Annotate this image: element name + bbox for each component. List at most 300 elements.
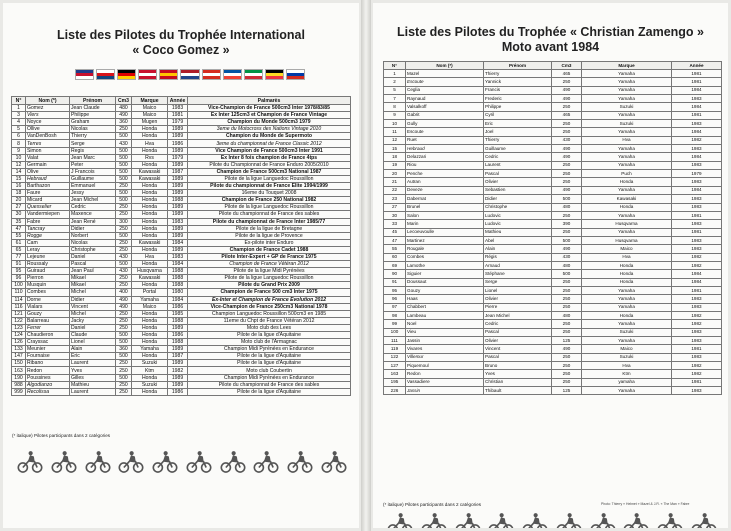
motocross-rider-icon xyxy=(387,510,413,528)
photo-credit: Photo: Thierry « Helmet » Mazel & J.R. « The Man » Fabre xyxy=(601,502,690,506)
cell-n: 8 xyxy=(12,140,26,147)
cell-palmares: Pilote de la ligue d'Aquitaine xyxy=(188,360,351,367)
cell-n: 61 xyxy=(12,239,26,246)
table-row xyxy=(12,346,351,353)
cell-annee: 1983 xyxy=(672,245,722,253)
cell-marque: Kawasaki xyxy=(582,195,672,203)
cell-palmares: Champion du Monde de Supermoto xyxy=(188,133,351,140)
cell-nom: Villemur xyxy=(406,353,484,361)
table-row xyxy=(384,278,722,286)
cell-prenom: Ludovic xyxy=(484,211,552,219)
zamengo-pilots-table xyxy=(383,61,722,395)
cell-marque: Honda xyxy=(582,278,672,286)
cell-palmares: Pilote de la ligue de Bretagne xyxy=(188,225,351,232)
cell-annee: 1983 xyxy=(672,178,722,186)
cell-marque: Yamaha xyxy=(582,145,672,153)
cell-nom: Riou xyxy=(406,161,484,169)
motocross-rider-icon xyxy=(186,448,212,474)
cell-cm3: 250 xyxy=(116,246,132,253)
table-row xyxy=(12,154,351,161)
cell-n: 988 xyxy=(12,381,26,388)
cell-nom: Lambeau xyxy=(406,311,484,319)
cell-cm3: 250 xyxy=(552,170,582,178)
table-row xyxy=(384,362,722,370)
table-row xyxy=(12,282,351,289)
cell-marque: Honda xyxy=(132,388,168,395)
cell-marque: Honda xyxy=(132,147,168,154)
cell-n: 18 xyxy=(12,190,26,197)
cell-nom: Mazel xyxy=(406,70,484,78)
cell-nom: Marin xyxy=(406,220,484,228)
cell-nom: Quesselier xyxy=(26,204,70,211)
cell-annee: 1982 xyxy=(672,261,722,269)
cell-prenom: Yves xyxy=(484,370,552,378)
cell-nom: Viers xyxy=(26,112,70,119)
table-row xyxy=(384,120,722,128)
cell-annee: 1989 xyxy=(168,232,188,239)
cell-n: 110 xyxy=(12,289,26,296)
cell-n: 116 xyxy=(12,303,26,310)
table-row xyxy=(12,317,351,324)
cell-marque: Honda xyxy=(582,178,672,186)
cell-marque: Kawasaki xyxy=(132,239,168,246)
cell-marque: Suzuki xyxy=(582,328,672,336)
cell-prenom: Sebastien xyxy=(484,186,552,194)
cell-marque: Hva xyxy=(582,136,672,144)
cell-prenom: Eric xyxy=(484,120,552,128)
cell-nom: Pierron xyxy=(26,275,70,282)
cell-prenom: Yves xyxy=(70,367,116,374)
table-row xyxy=(12,225,351,232)
table-row xyxy=(384,161,722,169)
cell-marque: Suzuki xyxy=(582,103,672,111)
cell-annee: 1982 xyxy=(168,367,188,374)
cell-prenom: Olivier xyxy=(484,295,552,303)
cell-palmares: Vice-Champion de France 500cm3 Inter 1978/83/85 xyxy=(188,105,351,112)
cell-nom: Gouzy xyxy=(26,310,70,317)
table-row xyxy=(384,286,722,294)
cell-annee: 1981 xyxy=(672,345,722,353)
table-row xyxy=(384,111,722,119)
cell-palmares: Champion de France 250 National 1982 xyxy=(188,197,351,204)
cell-prenom: Christophe xyxy=(70,246,116,253)
cell-n: 55 xyxy=(384,245,406,253)
cell-annee: 1989 xyxy=(168,360,188,367)
table-row xyxy=(384,328,722,336)
table-row xyxy=(12,119,351,126)
cell-cm3: 430 xyxy=(116,253,132,260)
cell-n: 163 xyxy=(384,370,406,378)
cell-nom: Lecoeuvoulle xyxy=(406,228,484,236)
cell-n: 9 xyxy=(12,147,26,154)
table-row xyxy=(384,236,722,244)
table-row xyxy=(12,296,351,303)
cell-n: 122 xyxy=(384,353,406,361)
cell-cm3: 250 xyxy=(552,78,582,86)
cell-n: 15 xyxy=(384,145,406,153)
table-row xyxy=(384,295,722,303)
cell-annee: 1984 xyxy=(672,270,722,278)
cell-annee: 1989 xyxy=(168,211,188,218)
cell-prenom: Olivier xyxy=(484,337,552,345)
cell-cm3: 500 xyxy=(116,168,132,175)
cell-marque: Yamaha xyxy=(582,128,672,136)
table-row xyxy=(12,218,351,225)
cell-palmares: Pilote de la ligue d'Aquitaine xyxy=(188,332,351,339)
cell-marque: Yamaha xyxy=(582,320,672,328)
cell-cm3: 250 xyxy=(552,120,582,128)
cell-marque: Hva xyxy=(132,253,168,260)
cell-n: 65 xyxy=(12,246,26,253)
cell-annee: 1984 xyxy=(672,278,722,286)
cell-prenom: Mathieu xyxy=(484,228,552,236)
cell-marque: Yamaha xyxy=(582,153,672,161)
cell-nom: Rogge xyxy=(26,232,70,239)
cell-marque: Yamaha xyxy=(582,228,672,236)
motocross-rider-icon xyxy=(488,510,514,528)
table-row xyxy=(12,190,351,197)
cell-cm3: 300 xyxy=(116,218,132,225)
cell-annee: 1983 xyxy=(672,387,722,395)
table-row xyxy=(384,178,722,186)
cell-marque: Kawasaki xyxy=(132,168,168,175)
cell-nom: Gabrit xyxy=(406,111,484,119)
cell-cm3: 480 xyxy=(552,203,582,211)
table-row xyxy=(384,103,722,111)
cell-cm3: 250 xyxy=(116,204,132,211)
table-row xyxy=(12,324,351,331)
cell-marque: Honda xyxy=(132,133,168,140)
cell-n: 5 xyxy=(12,126,26,133)
cell-nom: Lejeune xyxy=(26,253,70,260)
cell-cm3: 250 xyxy=(552,303,582,311)
cell-prenom: Thierry xyxy=(70,133,116,140)
cell-prenom: Christophe xyxy=(484,203,552,211)
table-row xyxy=(384,95,722,103)
cell-annee: 1979 xyxy=(168,154,188,161)
cell-palmares: Ex Inter 8 fois champion de France 4tps xyxy=(188,154,351,161)
cell-annee: 1981 xyxy=(168,112,188,119)
cell-marque: Kawasaki xyxy=(132,275,168,282)
cell-nom: Rougale xyxy=(406,245,484,253)
cell-cm3: 250 xyxy=(116,381,132,388)
cell-prenom: Serge xyxy=(484,278,552,286)
column-header: Marque xyxy=(132,97,168,105)
cell-n: 91 xyxy=(384,278,406,286)
cell-prenom: Thierry xyxy=(484,70,552,78)
cell-cm3: 250 xyxy=(552,295,582,303)
motocross-rider-icon xyxy=(455,510,481,528)
cell-marque: Honda xyxy=(132,225,168,232)
cell-marque: Yamaha xyxy=(582,303,672,311)
cell-palmares: 3eme du championnat de France Classic 2012 xyxy=(188,140,351,147)
cell-nom: Musquin xyxy=(26,282,70,289)
page-gutter xyxy=(361,0,371,531)
cell-n: 47 xyxy=(12,225,26,232)
cell-annee: 1986 xyxy=(168,303,188,310)
flag-france-icon xyxy=(223,69,242,80)
right-table-header xyxy=(384,62,722,70)
table-row xyxy=(12,339,351,346)
right-rider-silhouettes xyxy=(387,510,717,528)
flag-netherlands-icon xyxy=(180,69,199,80)
cell-marque: Honda xyxy=(132,332,168,339)
cell-nom: Vialars xyxy=(26,303,70,310)
cell-marque: Honda xyxy=(132,246,168,253)
cell-palmares: Champion Languedoc Roussillon 500cm3 en 1985 xyxy=(188,310,351,317)
cell-prenom: Vincent xyxy=(70,303,116,310)
cell-marque: Honda xyxy=(132,310,168,317)
cell-prenom: Jessy xyxy=(70,190,116,197)
motocross-rider-icon xyxy=(657,510,683,528)
cell-prenom: Cedric xyxy=(484,153,552,161)
cell-annee: 1988 xyxy=(168,317,188,324)
cell-n: 27 xyxy=(12,204,26,211)
cell-marque: Honda xyxy=(132,161,168,168)
cell-annee: 1984 xyxy=(672,153,722,161)
cell-n: 90 xyxy=(384,270,406,278)
cell-cm3: 360 xyxy=(116,119,132,126)
flag-germany-icon xyxy=(117,69,136,80)
cell-marque: Yamaha xyxy=(582,186,672,194)
table-row xyxy=(12,126,351,133)
cell-annee: 1983 xyxy=(168,105,188,112)
cell-n: 150 xyxy=(12,360,26,367)
cell-palmares: Vice Champion de France 500cm3 Inter 1991 xyxy=(188,147,351,154)
cell-cm3: 400 xyxy=(116,289,132,296)
motocross-rider-icon xyxy=(691,510,717,528)
cell-cm3: 250 xyxy=(552,103,582,111)
cell-prenom: Thibault xyxy=(484,387,552,395)
cell-annee: 1983 xyxy=(672,145,722,153)
cell-prenom: Alain xyxy=(484,245,552,253)
cell-annee: 1986 xyxy=(168,388,188,395)
cell-marque: Suzuki xyxy=(132,360,168,367)
cell-nom: Redon xyxy=(26,367,70,374)
table-row xyxy=(384,320,722,328)
cell-palmares: Champion de France Vétéran 2012 xyxy=(188,261,351,268)
cell-prenom: Norbert xyxy=(70,232,116,239)
cell-prenom: Eric xyxy=(70,353,116,360)
table-row xyxy=(384,145,722,153)
cell-marque: Maico xyxy=(582,245,672,253)
cell-annee: 1984 xyxy=(168,239,188,246)
cell-n: 96 xyxy=(12,275,26,282)
cell-n: 163 xyxy=(12,367,26,374)
cell-marque: Honda xyxy=(582,203,672,211)
column-header: Prénom xyxy=(484,62,552,70)
cell-prenom: Serge xyxy=(70,140,116,147)
cell-annee: 1982 xyxy=(672,362,722,370)
cell-cm3: 490 xyxy=(116,112,132,119)
cell-n: 8 xyxy=(384,103,406,111)
cell-cm3: 500 xyxy=(116,261,132,268)
table-row xyxy=(384,378,722,386)
cell-marque: Honda xyxy=(132,339,168,346)
cell-palmares: Pilote de la ligue de Provence xyxy=(188,232,351,239)
cell-prenom: Mikael xyxy=(70,282,116,289)
cell-cm3: 500 xyxy=(116,374,132,381)
cell-marque: Honda xyxy=(132,261,168,268)
column-header: Nom (*) xyxy=(406,62,484,70)
cell-n: 123 xyxy=(12,324,26,331)
cell-nom: Ferrer xyxy=(26,324,70,331)
cell-marque: Honda xyxy=(582,270,672,278)
table-row xyxy=(12,147,351,154)
cell-n: 55 xyxy=(12,232,26,239)
cell-n: 4 xyxy=(12,119,26,126)
cell-n: 999 xyxy=(12,388,26,395)
cell-prenom: Mathieu xyxy=(70,381,116,388)
cell-n: 27 xyxy=(384,203,406,211)
table-row xyxy=(12,133,351,140)
flag-uk-icon xyxy=(75,69,94,80)
motocross-rider-icon xyxy=(253,448,279,474)
cell-nom: Delazzari xyxy=(406,153,484,161)
cell-nom: Raynaud xyxy=(406,95,484,103)
cell-palmares: Pilote du Championnat de France Enduro 2005/2010 xyxy=(188,161,351,168)
cell-marque: Honda xyxy=(132,211,168,218)
cell-nom: Piquemoul xyxy=(406,362,484,370)
cell-cm3: 125 xyxy=(552,337,582,345)
cell-palmares: Ex-pilote inter Enduro xyxy=(188,239,351,246)
table-row xyxy=(12,197,351,204)
cell-prenom: Maxence xyxy=(70,211,116,218)
cell-palmares: Champion Midi Pyrénées en Endurance xyxy=(188,346,351,353)
cell-marque: Maico xyxy=(582,345,672,353)
cell-cm3: 500 xyxy=(116,353,132,360)
cell-annee: 1986 xyxy=(168,140,188,147)
cell-prenom: Michel xyxy=(70,310,116,317)
cell-prenom: Christian xyxy=(484,378,552,386)
cell-palmares: 3eme du Motocross des Nations Vintage 2010 xyxy=(188,126,351,133)
cell-marque: Ktm xyxy=(132,367,168,374)
cell-prenom: Jean Michel xyxy=(484,311,552,319)
cell-prenom: Emmanuel xyxy=(70,183,116,190)
table-row xyxy=(12,310,351,317)
cell-cm3: 480 xyxy=(552,261,582,269)
cell-nom: Martinez xyxy=(406,236,484,244)
cell-marque: Yamaha xyxy=(582,70,672,78)
cell-n: 7 xyxy=(384,95,406,103)
table-row xyxy=(12,239,351,246)
cell-annee: 1983 xyxy=(672,120,722,128)
table-row xyxy=(12,268,351,275)
cell-marque: Maico xyxy=(132,105,168,112)
table-row xyxy=(384,86,722,94)
cell-prenom: Jacky xyxy=(70,317,116,324)
cell-annee: 1988 xyxy=(168,275,188,282)
cell-n: 114 xyxy=(12,296,26,303)
cell-prenom: Gilles xyxy=(70,374,116,381)
cell-annee: 1983 xyxy=(672,95,722,103)
cell-annee: 1981 xyxy=(672,228,722,236)
cell-nom: Ollive xyxy=(26,126,70,133)
right-title xyxy=(373,25,728,55)
cell-cm3: 490 xyxy=(552,95,582,103)
cell-annee: 1983 xyxy=(672,328,722,336)
flag-switzerland-icon xyxy=(202,69,221,80)
cell-cm3: 490 xyxy=(116,296,132,303)
table-row xyxy=(12,374,351,381)
cell-annee: 1983 xyxy=(672,236,722,244)
cell-nom: Dabernat xyxy=(406,195,484,203)
cell-nom: Gomez xyxy=(26,105,70,112)
cell-marque: Honda xyxy=(132,282,168,289)
cell-annee: 1983 xyxy=(672,220,722,228)
cell-cm3: 430 xyxy=(552,253,582,261)
cell-annee: 1984 xyxy=(168,261,188,268)
cell-marque: Yamaha xyxy=(582,111,672,119)
cell-cm3: 390 xyxy=(552,220,582,228)
cell-marque: Honda xyxy=(132,232,168,239)
cell-cm3: 500 xyxy=(116,197,132,204)
flag-denmark-icon xyxy=(138,69,157,80)
table-row xyxy=(384,70,722,78)
cell-palmares: Ex Inter 125cm3 et Champion de France Vintage xyxy=(188,112,351,119)
cell-cm3: 250 xyxy=(116,183,132,190)
cell-nom: Chabbert xyxy=(406,303,484,311)
flag-russia-icon xyxy=(286,69,305,80)
cell-nom: Siguier xyxy=(406,270,484,278)
motocross-rider-icon xyxy=(522,510,548,528)
table-row xyxy=(384,270,722,278)
cell-n: 99 xyxy=(384,320,406,328)
cell-nom: Vandermiepen xyxy=(26,211,70,218)
motocross-rider-icon xyxy=(421,510,447,528)
cell-nom: Jassin xyxy=(406,337,484,345)
cell-nom: Hebraud xyxy=(26,175,70,182)
motocross-rider-icon xyxy=(590,510,616,528)
cell-palmares: Moto club de l'Armagnac xyxy=(188,339,351,346)
cell-marque: Husqvarna xyxy=(132,268,168,275)
cell-nom: Fournaise xyxy=(26,353,70,360)
cell-cm3: 465 xyxy=(552,70,582,78)
cell-cm3: 250 xyxy=(116,310,132,317)
cell-palmares: Moto club des Lees xyxy=(188,324,351,331)
cell-marque: Honda xyxy=(132,353,168,360)
cell-prenom: Pierre xyxy=(484,303,552,311)
cell-annee: 1983 xyxy=(672,161,722,169)
cell-palmares: Pilote de la ligue d'Aquitaine xyxy=(188,353,351,360)
column-header: Palmarès xyxy=(188,97,351,105)
cell-n: 95 xyxy=(384,286,406,294)
cell-prenom: Jean Paul xyxy=(70,268,116,275)
cell-n: 47 xyxy=(384,236,406,244)
cell-n: 100 xyxy=(12,282,26,289)
cell-annee: 1984 xyxy=(672,86,722,94)
cell-marque: Honda xyxy=(132,324,168,331)
cell-nom: Germain xyxy=(26,161,70,168)
cell-nom: Simon xyxy=(26,147,70,154)
cell-prenom: Abel xyxy=(484,236,552,244)
table-row xyxy=(384,170,722,178)
cell-n: 133 xyxy=(12,346,26,353)
cell-annee: 1983 xyxy=(672,337,722,345)
cell-n: 97 xyxy=(384,303,406,311)
cell-cm3: 500 xyxy=(116,133,132,140)
table-row xyxy=(12,140,351,147)
table-row xyxy=(384,353,722,361)
cell-prenom: Claude xyxy=(70,332,116,339)
cell-annee: 1989 xyxy=(168,374,188,381)
table-row xyxy=(384,337,722,345)
cell-prenom: Francis xyxy=(484,86,552,94)
cell-n: 11 xyxy=(384,128,406,136)
cell-annee: 1983 xyxy=(168,253,188,260)
cell-n: 23 xyxy=(384,195,406,203)
table-row xyxy=(384,245,722,253)
